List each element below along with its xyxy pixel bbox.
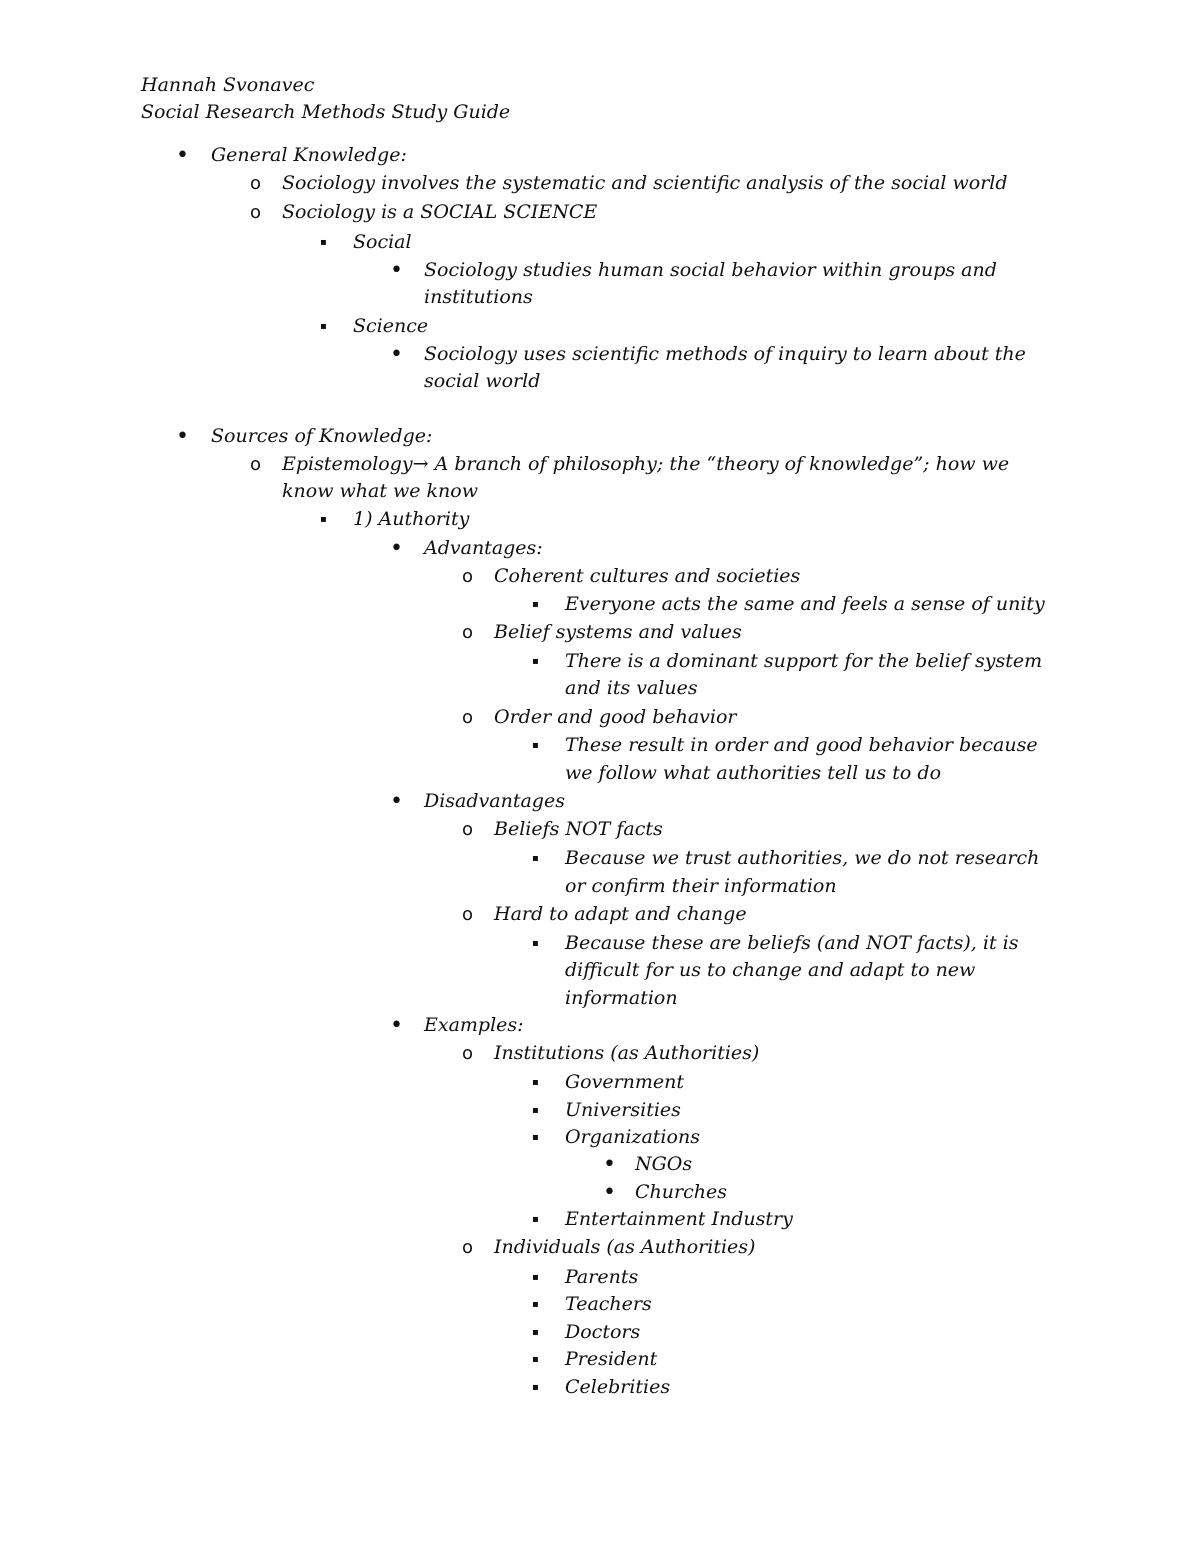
outline-item-level-1: Sociology involves the systematic and scientific analysis of the social world (282, 172, 1008, 194)
circle-bullet-icon: o (462, 904, 474, 925)
dot-bullet-icon: • (390, 536, 403, 561)
outline-item-level-5: Entertainment Industry (565, 1208, 793, 1230)
square-bullet-icon: ▪ (532, 656, 539, 667)
outline-item-level-5: These result in order and good behavior because (565, 734, 1038, 756)
outline-item-level-6: NGOs (635, 1153, 693, 1175)
circle-bullet-icon: o (250, 202, 262, 223)
circle-bullet-icon: o (462, 819, 474, 840)
outline-item-level-3: Sociology uses scientific methods of inquiry to learn about the (424, 343, 1026, 365)
square-bullet-icon: ▪ (532, 938, 539, 949)
outline-item-level-2: Science (353, 315, 429, 337)
outline-item-level-2: Social (353, 231, 412, 253)
square-bullet-icon: ▪ (532, 1214, 539, 1225)
outline-item-level-3: Advantages: (424, 537, 543, 559)
outline-item-level-4: Belief systems and values (494, 621, 742, 643)
square-bullet-icon: ▪ (532, 1299, 539, 1310)
square-bullet-icon: ▪ (532, 1272, 539, 1283)
outline-item-level-3: institutions (424, 286, 533, 308)
outline-item-level-3: Sociology studies human social behavior within groups and (424, 259, 997, 281)
circle-bullet-icon: o (462, 622, 474, 643)
outline-item-level-4: Individuals (as Authorities) (494, 1236, 756, 1258)
outline-item-level-1: Epistemology→ A branch of philosophy; the “theory of knowledge”; how we (282, 453, 1010, 475)
square-bullet-icon: ▪ (532, 1354, 539, 1365)
square-bullet-icon: ▪ (532, 1327, 539, 1338)
square-bullet-icon: ▪ (320, 237, 327, 248)
outline-item-level-4: Order and good behavior (494, 706, 737, 728)
circle-bullet-icon: o (462, 1043, 474, 1064)
outline-item-level-5: President (565, 1348, 658, 1370)
outline-item-level-5: There is a dominant support for the belief system (565, 650, 1043, 672)
outline-item-level-4: Beliefs NOT facts (494, 818, 663, 840)
outline-item-level-1: Sociology is a SOCIAL SCIENCE (282, 201, 598, 223)
dot-bullet-icon: • (176, 143, 189, 168)
square-bullet-icon: ▪ (320, 321, 327, 332)
outline-item-level-0: General Knowledge: (211, 144, 407, 166)
outline-item-level-5: Because these are beliefs (and NOT facts), it is (565, 932, 1019, 954)
outline-item-level-5: Because we trust authorities, we do not research (565, 847, 1040, 869)
outline-item-level-5: Government (565, 1071, 685, 1093)
outline-item-level-2: 1) Authority (353, 508, 470, 530)
outline-item-level-3: social world (424, 370, 541, 392)
outline-item-level-4: Hard to adapt and change (494, 903, 747, 925)
circle-bullet-icon: o (250, 173, 262, 194)
author-name: Hannah Svonavec (141, 74, 315, 96)
dot-bullet-icon: • (390, 258, 403, 283)
circle-bullet-icon: o (462, 566, 474, 587)
outline-item-level-1: know what we know (282, 480, 478, 502)
outline-item-level-5: Parents (565, 1266, 639, 1288)
dot-bullet-icon: • (603, 1152, 616, 1177)
outline-item-level-5: Doctors (565, 1321, 641, 1343)
square-bullet-icon: ▪ (532, 853, 539, 864)
outline-item-level-5: we follow what authorities tell us to do (565, 762, 942, 784)
circle-bullet-icon: o (462, 707, 474, 728)
dot-bullet-icon: • (390, 342, 403, 367)
dot-bullet-icon: • (390, 789, 403, 814)
square-bullet-icon: ▪ (532, 1382, 539, 1393)
outline-item-level-5: and its values (565, 677, 698, 699)
square-bullet-icon: ▪ (532, 599, 539, 610)
circle-bullet-icon: o (462, 1237, 474, 1258)
dot-bullet-icon: • (390, 1013, 403, 1038)
square-bullet-icon: ▪ (320, 514, 327, 525)
square-bullet-icon: ▪ (532, 740, 539, 751)
outline-item-level-6: Churches (635, 1181, 727, 1203)
document-title: Social Research Methods Study Guide (141, 101, 511, 123)
square-bullet-icon: ▪ (532, 1105, 539, 1116)
outline-item-level-5: Teachers (565, 1293, 652, 1315)
outline-item-level-3: Disadvantages (424, 790, 565, 812)
outline-item-level-0: Sources of Knowledge: (211, 425, 433, 447)
dot-bullet-icon: • (603, 1180, 616, 1205)
outline-item-level-5: or confirm their information (565, 875, 837, 897)
outline-item-level-5: Everyone acts the same and feels a sense of unity (565, 593, 1045, 615)
dot-bullet-icon: • (176, 424, 189, 449)
outline-item-level-5: Organizations (565, 1126, 700, 1148)
outline-item-level-5: information (565, 987, 678, 1009)
outline-item-level-4: Institutions (as Authorities) (494, 1042, 760, 1064)
square-bullet-icon: ▪ (532, 1132, 539, 1143)
outline-item-level-5: Universities (565, 1099, 681, 1121)
outline-item-level-5: difficult for us to change and adapt to new (565, 959, 976, 981)
outline-item-level-4: Coherent cultures and societies (494, 565, 801, 587)
square-bullet-icon: ▪ (532, 1077, 539, 1088)
outline-item-level-5: Celebrities (565, 1376, 671, 1398)
circle-bullet-icon: o (250, 454, 262, 475)
outline-item-level-3: Examples: (424, 1014, 524, 1036)
